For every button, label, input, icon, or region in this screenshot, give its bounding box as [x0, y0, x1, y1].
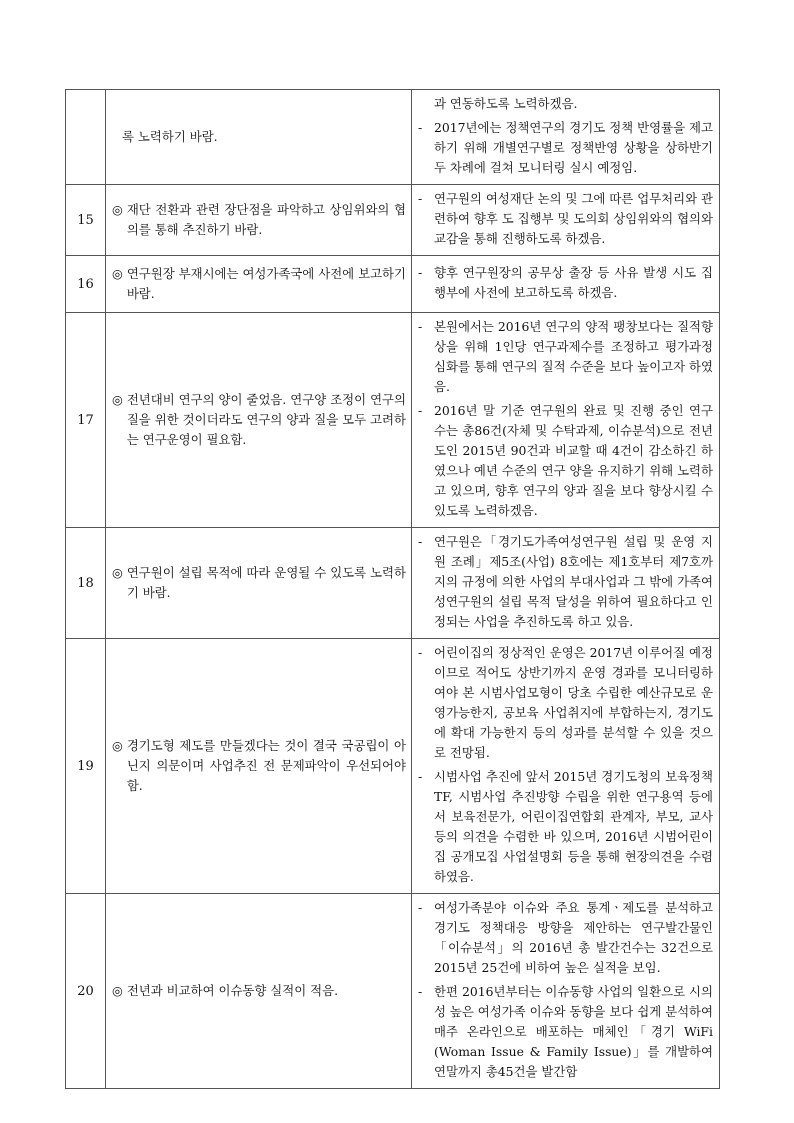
dash-bullet: - [418, 403, 423, 418]
request-text: 연구원이 설립 목적에 따라 운영될 수 있도록 노력하기 바람. [126, 565, 406, 600]
response-item [418, 401, 713, 521]
response-item [418, 263, 713, 303]
request-cell [106, 639, 412, 894]
response-content [412, 185, 719, 255]
request-text: 전년대비 연구의 양이 줄었음. 연구양 조정이 연구의 질을 위한 것이더라도 연구의 양과 질을 모두 고려하는 연구운영이 필요함. [126, 392, 406, 447]
response-text: 시범사업 추진에 앞서 2015년 경기도청의 보육정책TF, 시범사업 추진방향 수립을 위한 연구용역 등에서 보육전문가, 어린이집연합회 관계자, 부모, 교사 등의 의견을 수렴한 바 있으며, 2016년 시범어린이집 공개모집 사업설명회 등을 통해 현장의견을 수렴하였음. [434, 769, 713, 884]
response-item [418, 532, 713, 632]
request-cell [106, 256, 412, 313]
double-circle-marker: ◎ [112, 392, 123, 407]
response-item [418, 643, 713, 763]
request-content [106, 390, 411, 450]
request-content [106, 127, 411, 147]
request-content [106, 736, 411, 796]
dash-bullet: - [418, 191, 423, 206]
table-row [66, 313, 720, 528]
request-cell [106, 90, 412, 185]
response-content [412, 894, 719, 1088]
response-text: 과 연동하도록 노력하겠음. [434, 96, 578, 111]
dash-bullet: - [418, 900, 423, 915]
response-item [418, 189, 713, 249]
response-text: 2016년 말 기준 연구원의 완료 및 진행 중인 연구 수는 총86건(자체 및 수탁과제, 이슈분석)으로 전년도인 2015년 90건과 비교할 때 4건이 감소하긴 하였으나 예년 수준의 연구 양을 유지하기 위해 노력하고 있으며, 향후 연구의 양과 질을 보다 향상시킬 수 있도록 노력하겠음. [434, 403, 713, 518]
request-text: 연구원장 부재시에는 여성가족국에 사전에 보고하기 바람. [126, 266, 406, 301]
response-cell [412, 528, 720, 639]
response-text: 한편 2016년부터는 이슈동향 사업의 일환으로 시의성 높은 여성가족 이슈와 동향을 보다 쉽게 분석하여 매주 온라인으로 배포하는 매체인「경기 WiFi (Woman Issue & Family Issue)」를 개발하여 연말까지 총45건을 발간함 [434, 984, 713, 1079]
dash-bullet: - [418, 645, 423, 660]
table-row [66, 185, 720, 256]
table-row [66, 639, 720, 894]
table-row [66, 894, 720, 1089]
response-cell [412, 894, 720, 1089]
request-content [106, 981, 411, 1001]
response-text: 본원에서는 2016년 연구의 양적 팽창보다는 질적향상을 위해 1인당 연구과제수를 조정하고 평가과정 심화를 통해 연구의 질적 수준을 보다 높이고자 하였음. [434, 319, 713, 394]
request-cell [106, 528, 412, 639]
request-text: 경기도형 제도를 만들겠다는 것이 결국 국공립이 아닌지 의문이며 사업추진 전 문제파악이 우선되어야 함. [126, 738, 406, 793]
table-row [66, 528, 720, 639]
response-text: 연구원은「경기도가족여성연구원 설립 및 운영 지원 조례」제5조(사업) 8호에는 제1호부터 제7호까지의 규정에 의한 사업의 부대사업과 그 밖에 가족여성연구원의 설립 목적 달성을 위하여 필요하다고 인정되는 사업을 추진하도록 하고 있음. [434, 534, 713, 629]
response-text: 연구원의 여성재단 논의 및 그에 따른 업무처리와 관련하여 향후 도 집행부 및 도의회 상임위와의 협의와 교감을 통해 진행하도록 하겠음. [434, 191, 713, 246]
response-text: 여성가족분야 이슈와 주요 통계ㆍ제도를 분석하고 경기도 정책대응 방향을 제안하는 연구발간물인「이슈분석」의 2016년 총 발간건수는 32건으로 2015년 25건에 비하여 높은 실적을 보임. [434, 900, 713, 975]
table-row [66, 90, 720, 185]
response-cell [412, 90, 720, 185]
table-body [66, 90, 720, 1089]
request-cell [106, 313, 412, 528]
request-text: 전년과 비교하여 이슈동향 실적이 적음. [126, 983, 339, 998]
row-number: 18 [66, 528, 106, 639]
request-cell [106, 894, 412, 1089]
response-content [412, 639, 719, 893]
response-item [418, 94, 713, 114]
response-content [412, 259, 719, 309]
request-content [106, 563, 411, 603]
row-number: 15 [66, 185, 106, 256]
response-item [418, 982, 713, 1082]
request-text: 재단 전환과 관련 장단점을 파악하고 상임위와의 협의를 통해 추진하기 바람. [126, 202, 406, 237]
dash-bullet: - [418, 534, 423, 549]
double-circle-marker: ◎ [112, 738, 123, 753]
response-item [418, 118, 713, 178]
response-item [418, 767, 713, 887]
response-text: 향후 연구원장의 공무상 출장 등 사유 발생 시도 집행부에 사전에 보고하도록 하겠음. [434, 265, 713, 300]
row-number: 20 [66, 894, 106, 1089]
dash-bullet: - [418, 319, 423, 334]
response-content [412, 90, 719, 184]
row-number: 17 [66, 313, 106, 528]
response-item [418, 898, 713, 978]
response-content [412, 528, 719, 638]
request-text: 록 노력하기 바람. [122, 129, 218, 144]
double-circle-marker: ◎ [112, 202, 123, 217]
response-text: 2017년에는 정책연구의 경기도 정책 반영률을 제고하기 위해 개별연구별로 정책반영 상황을 상하반기 두 차례에 걸쳐 모니터링 실시 예정임. [434, 120, 713, 175]
review-response-table [65, 89, 720, 1089]
table-row [66, 256, 720, 313]
request-content [106, 264, 411, 304]
double-circle-marker: ◎ [112, 565, 123, 580]
response-cell [412, 313, 720, 528]
response-cell [412, 185, 720, 256]
dash-bullet: - [418, 984, 423, 999]
response-cell [412, 639, 720, 894]
response-item [418, 317, 713, 397]
row-number: 19 [66, 639, 106, 894]
dash-bullet: - [418, 769, 423, 784]
dash-bullet: - [418, 265, 423, 280]
request-cell [106, 185, 412, 256]
row-number [66, 90, 106, 185]
row-number: 16 [66, 256, 106, 313]
double-circle-marker: ◎ [112, 983, 123, 998]
dash-bullet: - [418, 120, 423, 135]
response-cell [412, 256, 720, 313]
double-circle-marker: ◎ [112, 266, 123, 281]
response-content [412, 313, 719, 527]
request-content [106, 200, 411, 240]
response-text: 어린이집의 정상적인 운영은 2017년 이루어질 예정이므로 적어도 상반기까지 운영 경과를 모니터링하여야 본 시범사업모형이 당초 수립한 예산규모로 운영가능한지, 공보육 사업취지에 부합하는지, 경기도에 확대 가능한지 등의 성과를 분석할 수 있을 것으로 전망됨. [434, 645, 713, 760]
